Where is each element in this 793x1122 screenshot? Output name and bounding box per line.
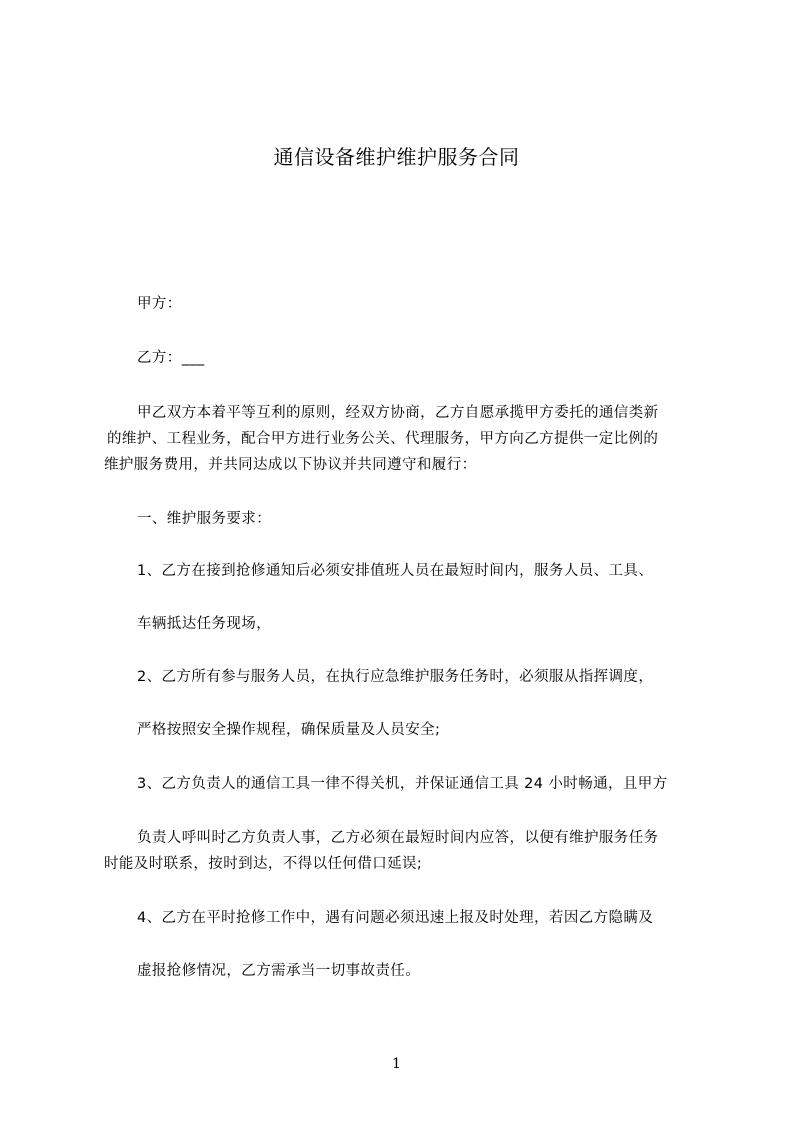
item-4-line-2: 虚报抢修情况，乙方需承当一切事故责任。	[137, 963, 421, 979]
item-4-line-1: 4、乙方在平时抢修工作中，遇有问题必须迅速上报及时处理，若因乙方隐瞒及	[137, 910, 654, 926]
party-a-label: 甲方：	[137, 296, 182, 312]
item-3-line-2: 负责人呼叫时乙方负责人事，乙方必须在最短时间内应答，以便有维护服务任务	[137, 830, 659, 846]
item-3-line-3: 时能及时联系，按时到达，不得以任何借口延误;	[104, 856, 423, 872]
item-3-line-1: 3、乙方负责人的通信工具一律不得关机，并保证通信工具 24 小时畅通，且甲方	[137, 776, 668, 792]
item-2-line-2: 严格按照安全操作规程，确保质量及人员安全;	[137, 722, 441, 738]
page-number: 1	[392, 1056, 401, 1072]
item-1-line-1: 1、乙方在接到抢修通知后必须安排值班人员在最短时间内，服务人员、工具、	[137, 563, 654, 579]
party-b-label: 乙方：___	[137, 350, 205, 366]
item-1-line-2: 车辆抵达任务现场，	[137, 616, 272, 632]
intro-line-1: 甲乙双方本着平等互利的原则，经双方协商，乙方自愿承揽甲方委托的通信类新	[137, 405, 659, 421]
document-title: 通信设备维护维护服务合同	[273, 145, 520, 169]
intro-line-2: 的维护、工程业务，配合甲方进行业务公关、代理服务，甲方向乙方提供一定比例的	[107, 431, 659, 447]
section-1-heading: 一、维护服务要求：	[137, 511, 272, 527]
item-2-line-1: 2、乙方所有参与服务人员，在执行应急维护服务任务时，必须服从指挥调度，	[137, 669, 654, 685]
intro-line-3: 维护服务费用，并共同达成以下协议并共同遵守和履行：	[104, 457, 477, 473]
